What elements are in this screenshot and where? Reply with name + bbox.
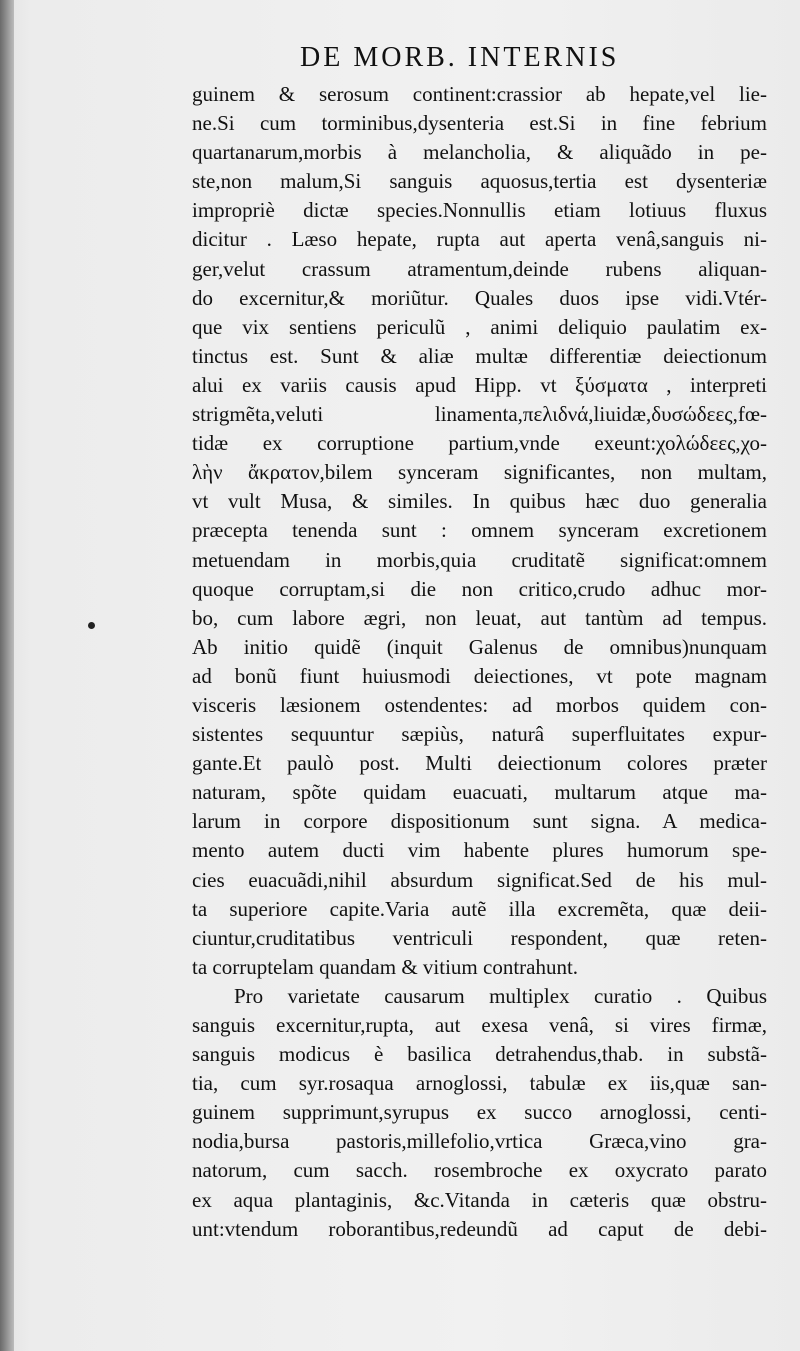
text-line: guinem & serosum continent:crassior ab hepate,vel lie- — [192, 82, 767, 106]
paragraph — [192, 80, 767, 982]
text-line: quartanarum,morbis à melancholia, & aliquãdo in pe- — [192, 140, 767, 165]
text-line: tinctus est. Sunt & aliæ multæ differentiæ deiectionum — [192, 343, 767, 368]
text-line: impropriè dictæ species.Nonnullis etiam lotiuus fluxus — [192, 198, 767, 223]
text-line: cies euacuãdi,nihil absurdum significat.Sed de his mul- — [192, 867, 767, 892]
text-line: ciuntur,cruditatibus ventriculi respondent, quæ reten- — [192, 925, 767, 950]
text-line: nodia,bursa pastoris,millefolio,vrtica Græca,vino gra- — [192, 1129, 767, 1154]
text-line: tidæ ex corruptione partium,vnde exeunt:χολώδεες,χο- — [192, 431, 767, 456]
text-line: Ab initio quidẽ (inquit Galenus de omnibus)nunquam — [192, 634, 767, 659]
text-line: ste,non malum,Si sanguis aquosus,tertia est dysenteriæ — [192, 169, 767, 194]
text-line: quoque corruptam,si die non critico,crudo adhuc mor- — [192, 576, 767, 601]
text-line: sanguis modicus è basilica detrahendus,thab. in substã- — [192, 1042, 767, 1067]
text-line: præcepta tenenda sunt : omnem synceram excretionem — [192, 518, 767, 543]
text-line: ta superiore capite.Varia autẽ illa excremẽta, quæ deii- — [192, 896, 767, 921]
paragraph — [192, 982, 767, 1244]
text-line: sanguis excernitur,rupta, aut exesa venâ, si vires firmæ, — [192, 1013, 767, 1037]
text-line: unt:vtendum roborantibus,redeundũ ad caput de debi- — [192, 1216, 767, 1241]
text-line: alui ex variis causis apud Hipp. vt ξύσματα , interpreti — [192, 372, 767, 397]
text-line: ger,velut crassum atramentum,deinde rubens aliquan- — [192, 256, 767, 281]
text-line: natorum, cum sacch. rosembroche ex oxycrato parato — [192, 1158, 767, 1183]
body-text — [192, 80, 767, 1244]
text-line: tia, cum syr.rosaqua arnoglossi, tabulæ ex iis,quæ san- — [192, 1071, 767, 1096]
text-line: ne.Si cum torminibus,dysenteria est.Si in fine febrium — [192, 111, 767, 136]
text-line: ex aqua plantaginis, &c.Vitanda in cæteris quæ obstru- — [192, 1187, 767, 1212]
margin-mark — [88, 622, 95, 629]
text-line: metuendam in morbis,quia cruditatẽ significat:omnem — [192, 547, 767, 572]
text-line: Pro varietate causarum multiplex curatio . Quibus — [234, 983, 767, 1008]
text-line: strigmẽta,veluti linamenta,πελιδνά,liuidæ,δυσώδεες,fœ- — [192, 402, 767, 427]
text-line: do excernitur,& moriũtur. Quales duos ipse vidi.Vtér- — [192, 285, 767, 310]
text-line: mento autem ducti vim habente plures humorum spe- — [192, 838, 767, 863]
text-line: ta corruptelam quandam & vitium contrahunt. — [192, 954, 579, 979]
text-line: λὴν ἄκρατον,bilem synceram significantes, non multam, — [192, 460, 767, 485]
text-line: vt vult Musa, & similes. In quibus hæc duo generalia — [192, 489, 767, 514]
text-line: guinem supprimunt,syrupus ex succo arnoglossi, centi- — [192, 1100, 767, 1125]
text-line: naturam, spõte quidam euacuati, multarum atque ma- — [192, 780, 767, 805]
text-line: gante.Et paulò post. Multi deiectionum colores præter — [192, 751, 767, 776]
text-line: sistentes sequuntur sæpiùs, naturâ superfluitates expur- — [192, 722, 767, 747]
text-line: visceris læsionem ostendentes: ad morbos quidem con- — [192, 692, 767, 717]
text-line: bo, cum labore ægri, non leuat, aut tantùm ad tempus. — [192, 605, 767, 630]
running-head: DE MORB. INTERNIS — [300, 42, 620, 73]
text-line: ad bonũ fiunt huiusmodi deiectiones, vt pote magnam — [192, 663, 767, 688]
text-line: que vix sentiens periculũ , animi deliquio paulatim ex- — [192, 314, 767, 339]
text-line: larum in corpore dispositionum sunt signa. A medica- — [192, 809, 767, 834]
page-gutter-shadow — [0, 0, 14, 1351]
text-line: dicitur . Læso hepate, rupta aut aperta venâ,sanguis ni- — [192, 227, 767, 252]
